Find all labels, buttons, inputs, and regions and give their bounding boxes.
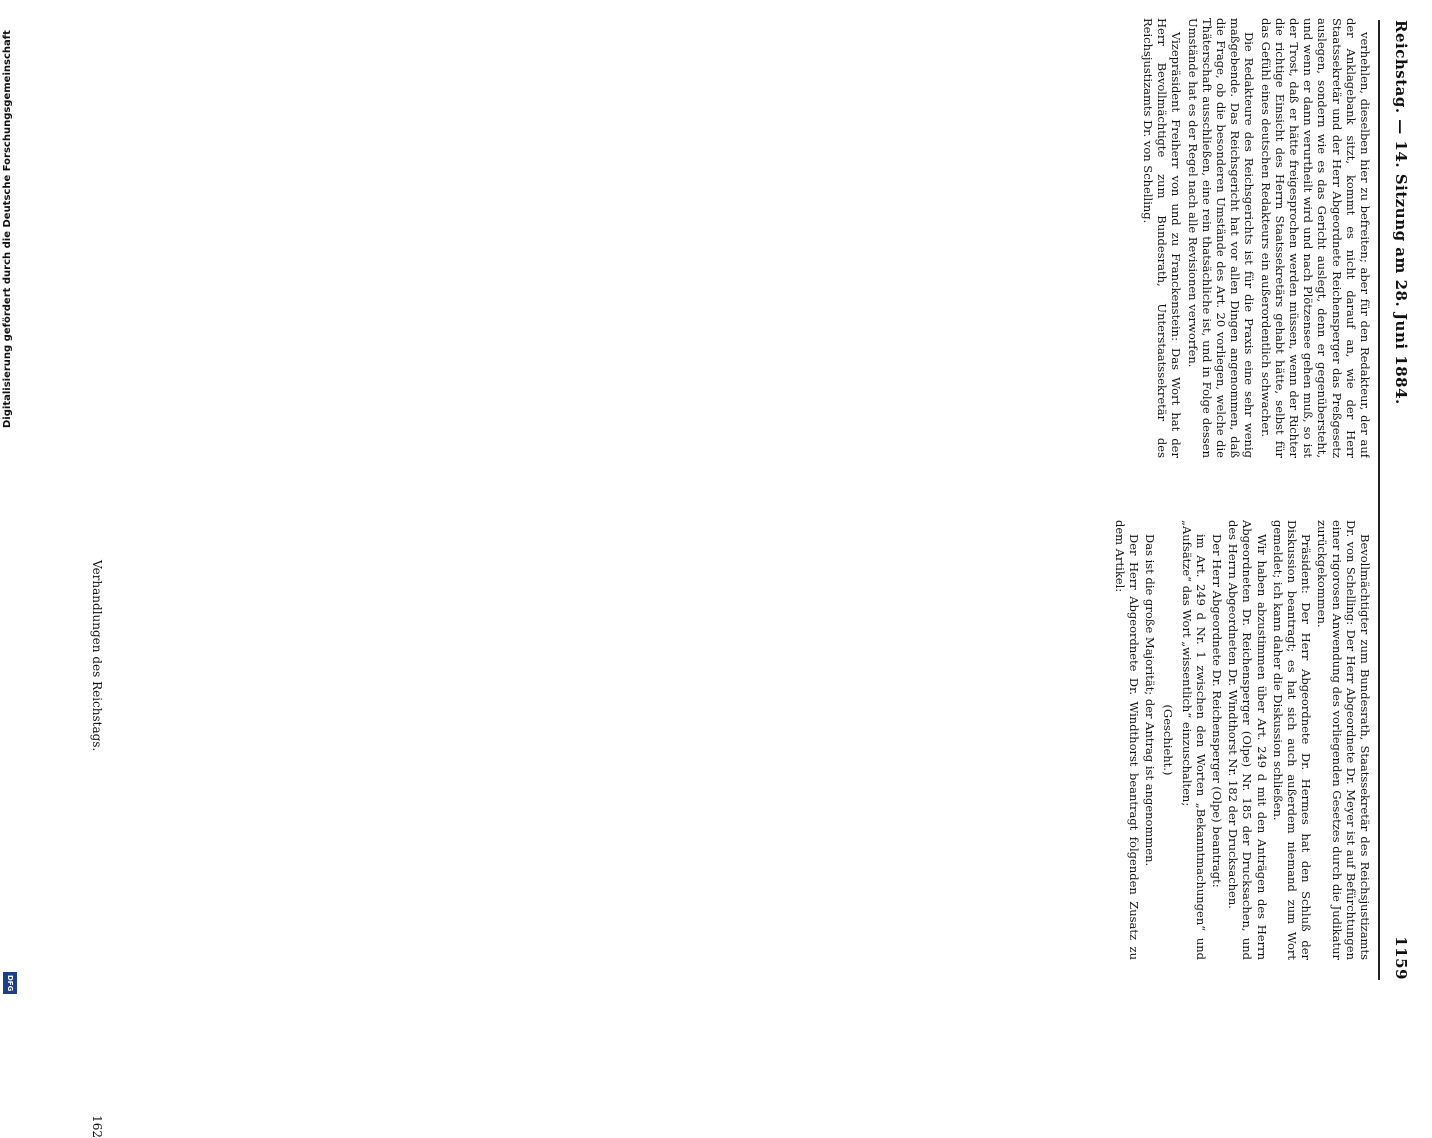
- folio-number: 162: [90, 1115, 104, 1138]
- signature-text: Verhandlungen des Reichstags.: [90, 560, 104, 752]
- paragraph: im Art. 249 d Nr. 1 zwischen den Worten „Bekanntmachungen“ und „Aufsätze“ das Wort „wissentlich“ einzuschalten;: [1179, 520, 1208, 960]
- paragraph: Die Redakteure des Reichsgerichts ist für die Praxis eine sehr wenig maßgebende. Das Reichsgericht hat vor allen Dingen angenommen, daß die Frage, ob die besonderen Umstände des Art. 20 vorliegen, welche die Thäterschaft ausschließen, eine rein thatsächliche ist, und in Folge dessen Umstände hat es der Regel nach alle Revisionen verworfen.: [1185, 18, 1257, 458]
- paragraph: Vizepräsident Freiherr von und zu Franckenstein: Das Wort hat der Herr Bevollmächtigte zum Bundesrath, Unterstaatssekretär des Reichsjustizamts Dr. von Schelling.: [1140, 18, 1184, 458]
- digitization-note: Digitalisierung gefördert durch die Deutsche Forschungsgemeinschaft: [2, 30, 13, 428]
- page-number: 1159: [1392, 936, 1410, 980]
- paragraph: Präsident: Der Herr Abgeordnete Dr. Hermes hat den Schluß der Diskussion beantragt; es hat sich auch außerdem niemand zum Wort gemeldet; ich kann daher die Diskussion schließen.: [1270, 520, 1314, 960]
- paragraph: Das ist die große Majorität; der Antrag ist angenommen.: [1143, 534, 1158, 867]
- paragraph: Bevollmächtigter zum Bundesrath, Staatssekretär des Reichsjustizamts Dr. von Schelling: Der Herr Abgeordnete Dr. Meyer ist auf Befürchtungen einer rigorosen Anwendung des vorliegenden Gesetzes durch die Judikatur zurückgekommen.: [1315, 520, 1372, 960]
- running-title: Reichstag. — 14. Sitzung am 28. Juni 1884.: [1392, 20, 1410, 405]
- stage-direction: (Geschieht.): [1161, 704, 1176, 776]
- footer-signature: [90, 560, 104, 1138]
- dfg-logo: DFG: [3, 972, 17, 994]
- header-rule: [1378, 20, 1380, 980]
- page-header: [1390, 20, 1412, 980]
- paragraph: Der Herr Abgeordnete Dr. Reichensperger (Olpe) beantragt:: [1209, 534, 1224, 888]
- paragraph: Wir haben abzustimmen über Art. 249 d mit den Anträgen des Herrn Abgeordneten Dr. Reichensperger (Olpe) Nr. 185 der Drucksachen, und des Herrn Abgeordneten Dr. Windthorst Nr. 182 der Drucksachen.: [1226, 520, 1269, 960]
- paragraph: Der Herr Abgeordnete Dr. Windthorst beantragt folgenden Zusatz zu dem Artikel:: [1112, 520, 1141, 960]
- paragraph: verhehlen, dieselben hier zu befreiten; aber für den Redakteur, der auf der Anklagebank sitzt, kommt es nicht darauf an, wie der Herr Staatssekretär und der Herr Abgeordnete Reichensperger das Preßgesetz auslegen, sondern wie es das Gericht auslegt, denn er gegenübersteht, und wenn er dann verurtheilt wird und nach Plötzensee gehen muß, so ist der Trost, daß er hätte freigesprochen werden müssen, wenn der Richter die richtige Einsicht des Herrn Staatssekretärs gehabt hätte, selbst für das Gefühl eines deutschen Redakteurs ein außerordentlich schwacher.: [1258, 18, 1372, 458]
- left-column: [42, 18, 1372, 458]
- right-column: [42, 520, 1372, 960]
